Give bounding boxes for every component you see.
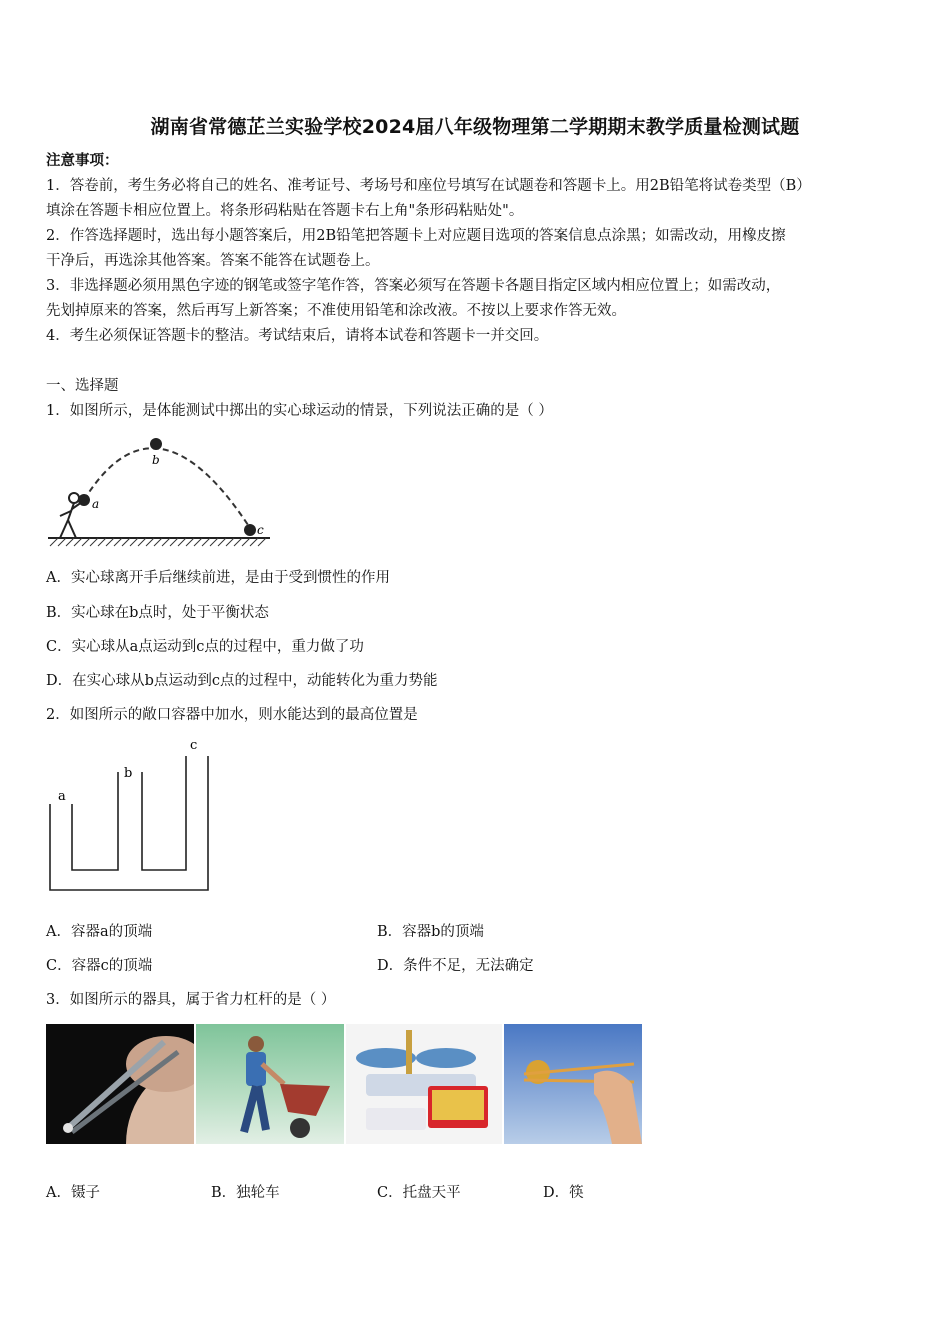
tweezers-image — [46, 1024, 194, 1144]
notice-line: 先划掉原来的答案，然后再写上新答案；不准使用铅笔和涂改液。不按以上要求作答无效。 — [46, 303, 626, 319]
q3-option-c: C．托盘天平 — [377, 1185, 461, 1201]
notice-heading: 注意事项： — [46, 152, 119, 169]
q3-option-d: D．筷 — [543, 1185, 584, 1201]
q1-stem: 1．如图所示，是体能测试中掷出的实心球运动的情景，下列说法正确的是（ ） — [46, 403, 553, 419]
wheelbarrow-image — [196, 1024, 344, 1144]
notice-line: 4．考生必须保证答题卡的整洁。考试结束后，请将本试卷和答题卡一并交回。 — [46, 328, 549, 344]
q1-option-d: D．在实心球从b点运动到c点的过程中，动能转化为重力势能 — [46, 673, 438, 689]
chopsticks-image — [504, 1024, 642, 1144]
q1-option-c: C．实心球从a点运动到c点的过程中，重力做了功 — [46, 639, 364, 655]
thrower-figure — [60, 493, 82, 538]
label-c: c — [190, 738, 198, 753]
ball-c — [244, 524, 256, 536]
label-c: c — [257, 523, 264, 537]
q1-option-b: B．实心球在b点时，处于平衡状态 — [46, 605, 269, 621]
q1-trajectory-figure — [46, 432, 276, 552]
inner-wall-right — [142, 756, 186, 870]
ball-b — [150, 438, 162, 450]
page-title: 湖南省常德芷兰实验学校2024届八年级物理第二学期期末教学质量检测试题 — [150, 116, 800, 138]
ground-hatch — [50, 538, 266, 546]
q3-stem: 3．如图所示的器具，属于省力杠杆的是（ ） — [46, 992, 336, 1008]
q2-option-c: C．容器c的顶端 — [46, 958, 153, 974]
q2-option-d: D．条件不足，无法确定 — [377, 958, 534, 974]
q2-container-figure — [44, 734, 224, 896]
label-a: a — [92, 497, 100, 511]
balance-scale-image — [346, 1024, 502, 1144]
notice-line: 干净后，再选涂其他答案。答案不能答在试题卷上。 — [46, 253, 380, 269]
q2-option-a: A．容器a的顶端 — [46, 924, 153, 940]
q3-option-a: A．镊子 — [46, 1185, 100, 1201]
inner-wall-left — [72, 772, 118, 870]
label-b: b — [152, 453, 160, 467]
q3-option-b: B．独轮车 — [211, 1185, 280, 1201]
section-heading: 一、选择题 — [46, 378, 119, 394]
label-b: b — [124, 766, 133, 781]
notice-line: 3．非选择题必须用黑色字迹的钢笔或签字笔作答，答案必须写在答题卡各题目指定区域内相应位置上；如需改动， — [46, 278, 781, 294]
q2-stem: 2．如图所示的敞口容器中加水，则水能达到的最高位置是 — [46, 707, 418, 723]
trajectory-path — [84, 448, 250, 528]
notice-line: 2．作答选择题时，选出每小题答案后，用2B铅笔把答题卡上对应题目选项的答案信息点涂黑；如需改动，用橡皮擦 — [46, 228, 786, 244]
label-a: a — [58, 789, 66, 804]
q1-option-a: A．实心球离开手后继续前进，是由于受到惯性的作用 — [46, 570, 390, 586]
notice-line: 填涂在答题卡相应位置上。将条形码粘贴在答题卡右上角"条形码粘贴处"。 — [46, 203, 524, 219]
notice-line: 1．答卷前，考生务必将自己的姓名、准考证号、考场号和座位号填写在试题卷和答题卡上。用2B铅笔将试卷类型（B） — [46, 178, 811, 194]
q2-option-b: B．容器b的顶端 — [377, 924, 484, 940]
